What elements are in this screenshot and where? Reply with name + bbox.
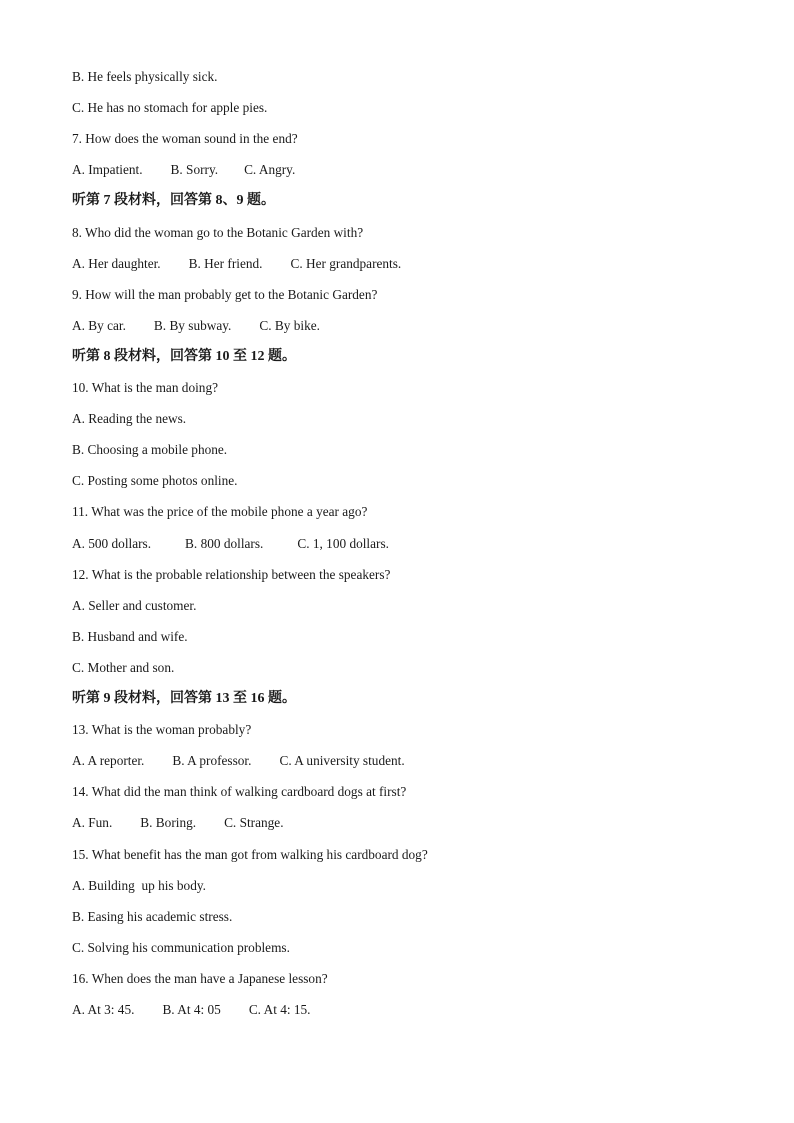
- text-line: A. Reading the news.: [72, 411, 187, 426]
- answer-option: C. A university student.: [279, 753, 405, 768]
- answer-options-row: [72, 1001, 311, 1019]
- text-line: 14. What did the man think of walking cardboard dogs at first?: [72, 784, 407, 799]
- answer-option: B. 800 dollars.: [185, 536, 264, 551]
- answer-option: A. 500 dollars.: [72, 536, 152, 551]
- text-line: C. Mother and son.: [72, 660, 175, 675]
- answer-options-row: [72, 535, 389, 553]
- answer-options-row: [72, 814, 284, 832]
- answer-option: C. By bike.: [259, 318, 320, 333]
- text-line: 10. What is the man doing?: [72, 380, 218, 395]
- text-line: 11. What was the price of the mobile phone a year ago?: [72, 504, 368, 519]
- answer-option: B. Boring.: [140, 815, 197, 830]
- text-line: 16. When does the man have a Japanese lesson?: [72, 971, 328, 986]
- answer-option: C. Strange.: [224, 815, 284, 830]
- text-line: 7. How does the woman sound in the end?: [72, 131, 298, 146]
- answer-option: C. Her grandparents.: [290, 256, 402, 271]
- text-line: 9. How will the man probably get to the Botanic Garden?: [72, 287, 378, 302]
- text-line: C. Posting some photos online.: [72, 473, 238, 488]
- text-line: B. Choosing a mobile phone.: [72, 442, 228, 457]
- answer-option: A. Impatient.: [72, 162, 143, 177]
- answer-option: A. A reporter.: [72, 753, 145, 768]
- text-line: A. Seller and customer.: [72, 598, 197, 613]
- answer-option: B. Her friend.: [188, 256, 263, 271]
- section-heading: 听第 8 段材料，回答第 10 至 12 题。: [72, 349, 296, 364]
- answer-option: B. Sorry.: [170, 162, 219, 177]
- text-line: B. He feels physically sick.: [72, 69, 218, 84]
- answer-options-row: [72, 317, 320, 335]
- text-line: B. Husband and wife.: [72, 629, 188, 644]
- text-line: 13. What is the woman probably?: [72, 722, 252, 737]
- answer-option: B. By subway.: [153, 318, 232, 333]
- text-line: A. Building up his body.: [72, 878, 206, 893]
- text-line: C. Solving his communication problems.: [72, 940, 290, 955]
- text-line: 15. What benefit has the man got from walking his cardboard dog?: [72, 847, 428, 862]
- answer-option: A. At 3: 45.: [72, 1002, 135, 1017]
- text-line: B. Easing his academic stress.: [72, 909, 233, 924]
- answer-option: A. Her daughter.: [72, 256, 161, 271]
- answer-option: B. At 4: 05: [162, 1002, 221, 1017]
- text-line: 12. What is the probable relationship between the speakers?: [72, 567, 391, 582]
- answer-options-row: [72, 161, 295, 179]
- answer-options-row: [72, 255, 401, 273]
- answer-option: C. Angry.: [244, 162, 296, 177]
- text-line: C. He has no stomach for apple pies.: [72, 100, 268, 115]
- text-line: 8. Who did the woman go to the Botanic Garden with?: [72, 225, 364, 240]
- answer-options-row: [72, 752, 405, 770]
- section-heading: 听第 7 段材料，回答第 8、9 题。: [72, 193, 275, 208]
- answer-option: C. 1, 100 dollars.: [297, 536, 389, 551]
- answer-option: A. By car.: [72, 318, 126, 333]
- answer-option: C. At 4: 15.: [248, 1002, 311, 1017]
- answer-option: A. Fun.: [72, 815, 113, 830]
- section-heading: 听第 9 段材料，回答第 13 至 16 题。: [72, 691, 296, 706]
- answer-option: B. A professor.: [172, 753, 252, 768]
